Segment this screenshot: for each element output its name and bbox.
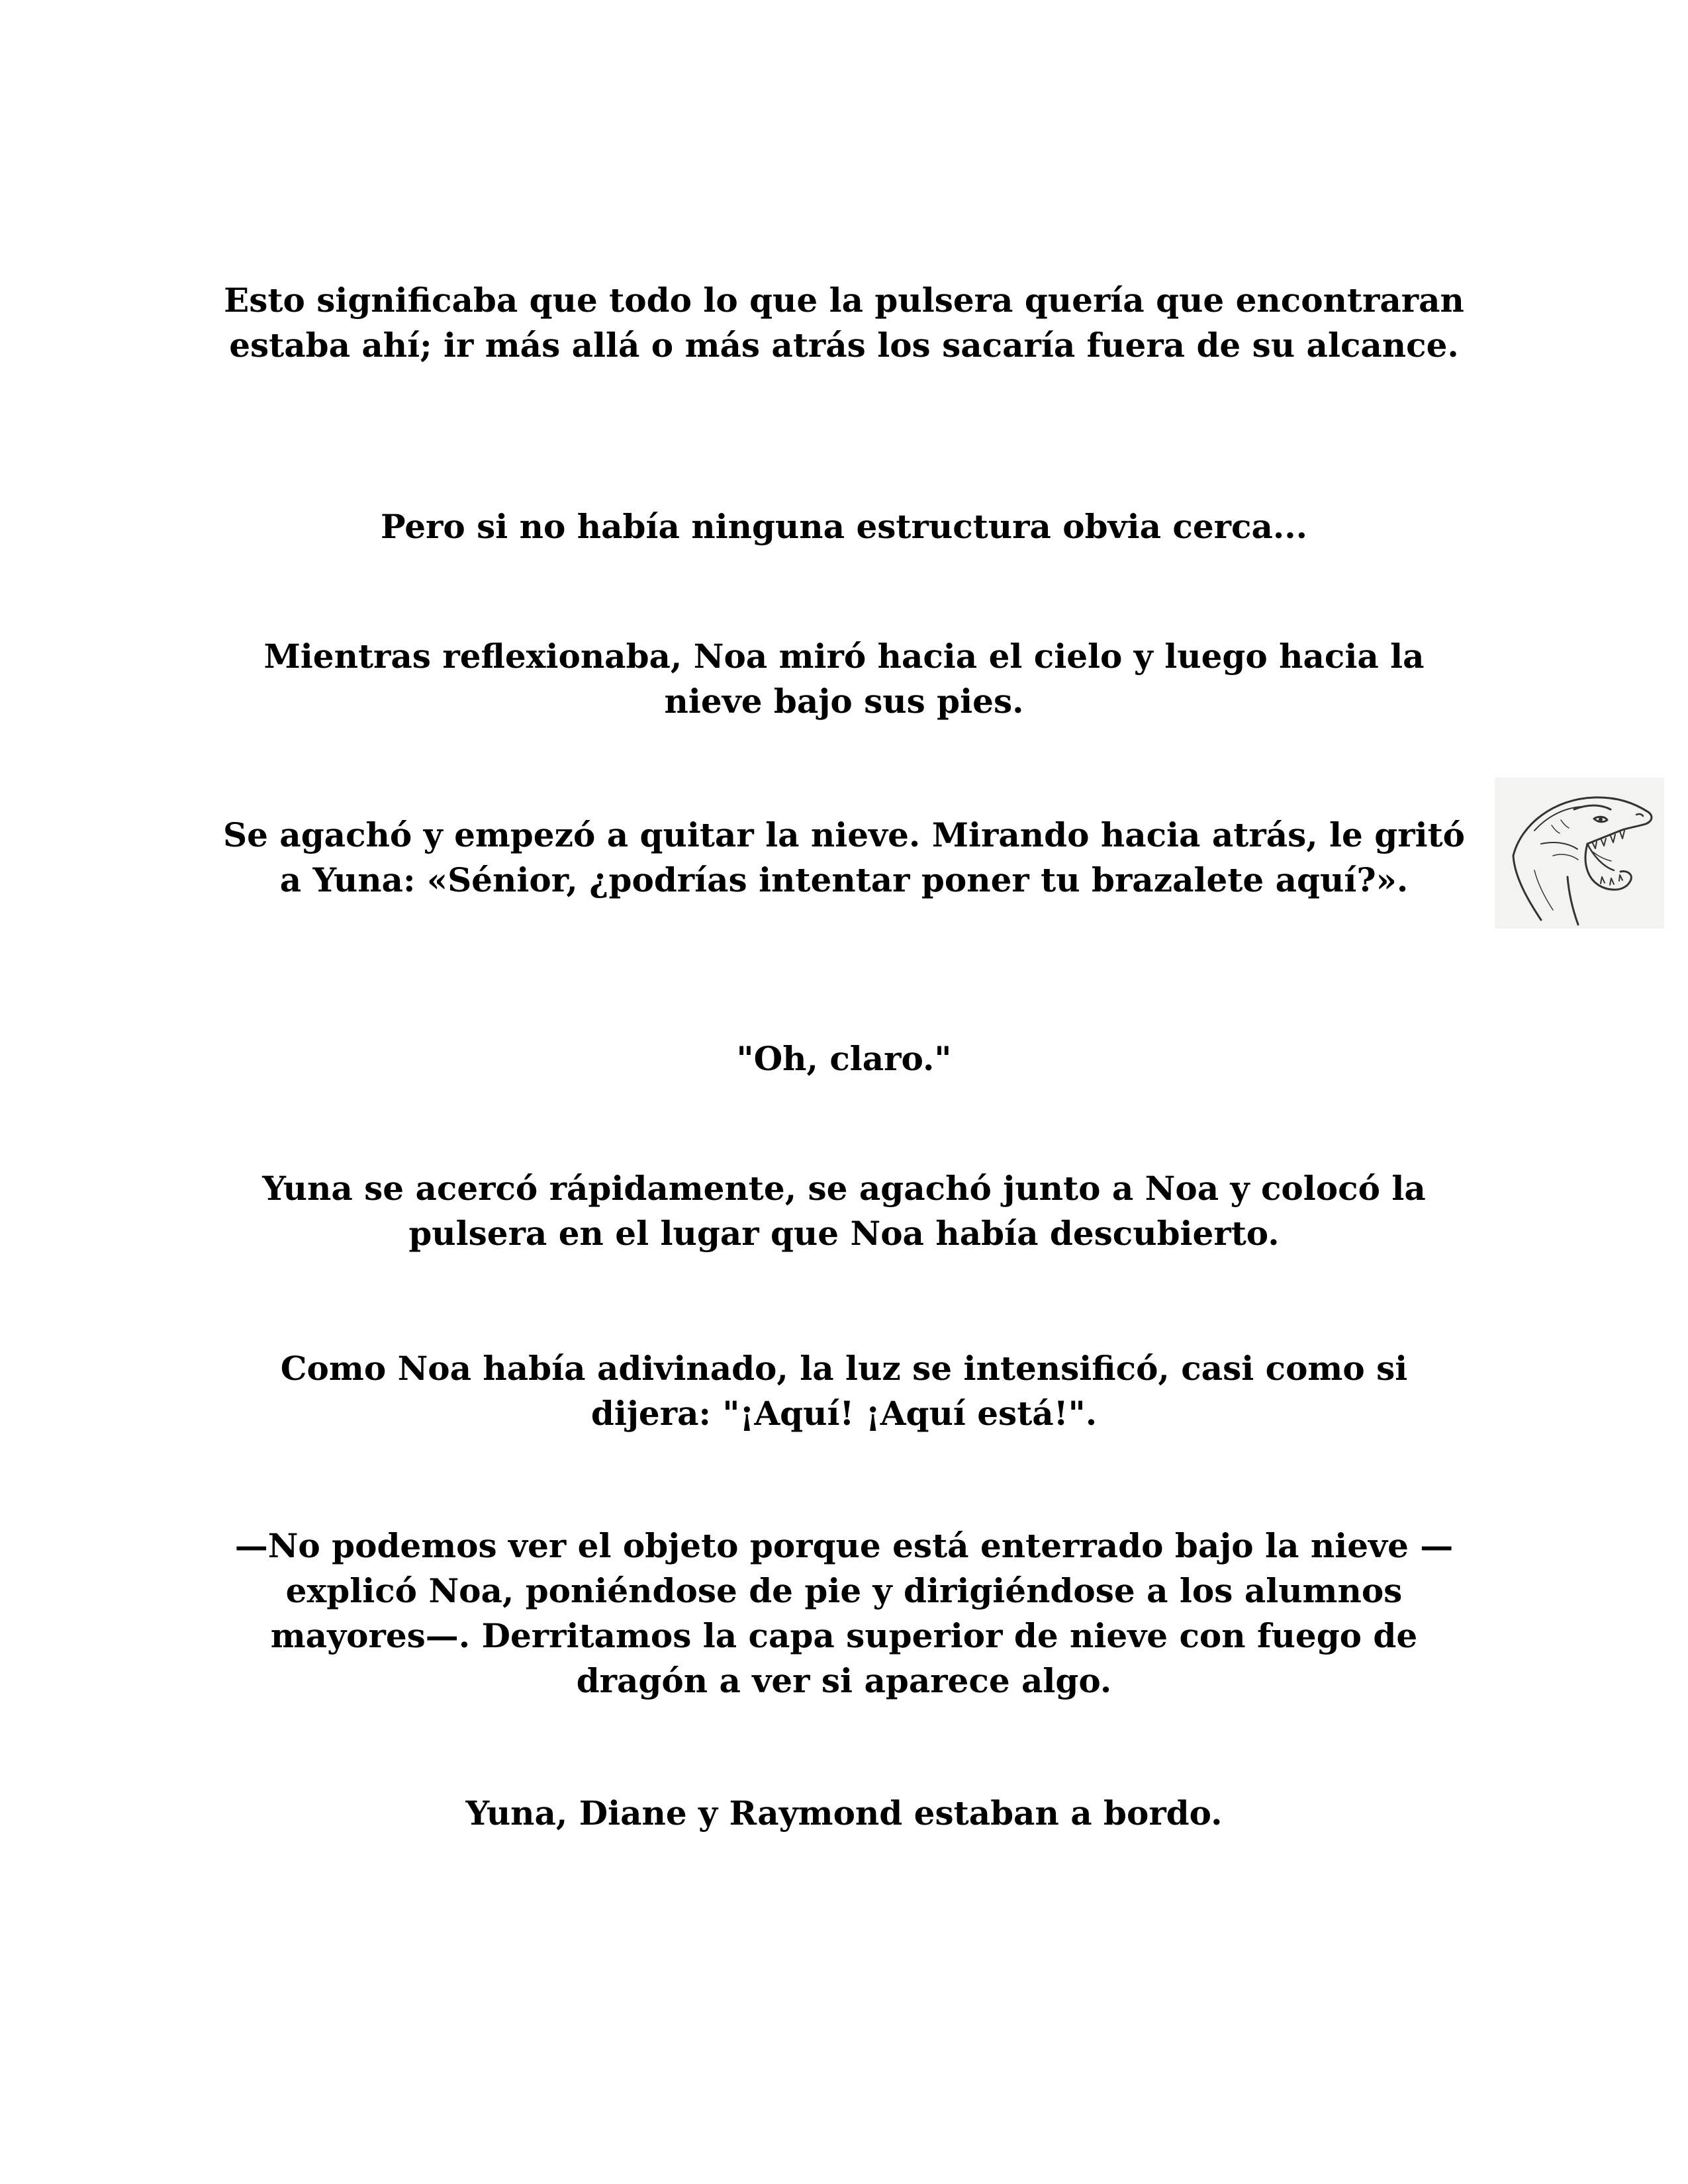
paragraph-1: Esto significaba que todo lo que la pulsera quería que encontraran estaba ahí; ir más allá o más atrás los sacaría fuera de su alcance. [224, 281, 1464, 365]
dinosaur-head-sketch-icon [1495, 778, 1664, 929]
paragraph-6: Yuna se acercó rápidamente, se agachó junto a Noa y colocó la pulsera en el lugar que Noa había descubierto. [262, 1169, 1426, 1253]
paragraph-8: —No podemos ver el objeto porque está enterrado bajo la nieve —explicó Noa, poniéndose de pie y dirigiéndose a los alumnos mayores—. Derritamos la capa superior de nieve con fuego de dragón a ver si aparece algo. [234, 1526, 1454, 1700]
paragraph-9: Yuna, Diane y Raymond estaban a bordo. [465, 1794, 1223, 1833]
paragraph-3: Mientras reflexionaba, Noa miró hacia el cielo y luego hacia la nieve bajo sus pies. [263, 637, 1425, 721]
paragraph-5: "Oh, claro." [736, 1039, 952, 1078]
paragraph-2: Pero si no había ninguna estructura obvia cerca... [380, 507, 1308, 546]
paragraph-7: Como Noa había adivinado, la luz se intensificó, casi como si dijera: "¡Aquí! ¡Aquí está!". [280, 1349, 1408, 1433]
paragraph-4: Se agachó y empezó a quitar la nieve. Mirando hacia atrás, le gritó a Yuna: «Sénior, ¿podrías intentar poner tu brazalete aquí?». [222, 815, 1466, 899]
